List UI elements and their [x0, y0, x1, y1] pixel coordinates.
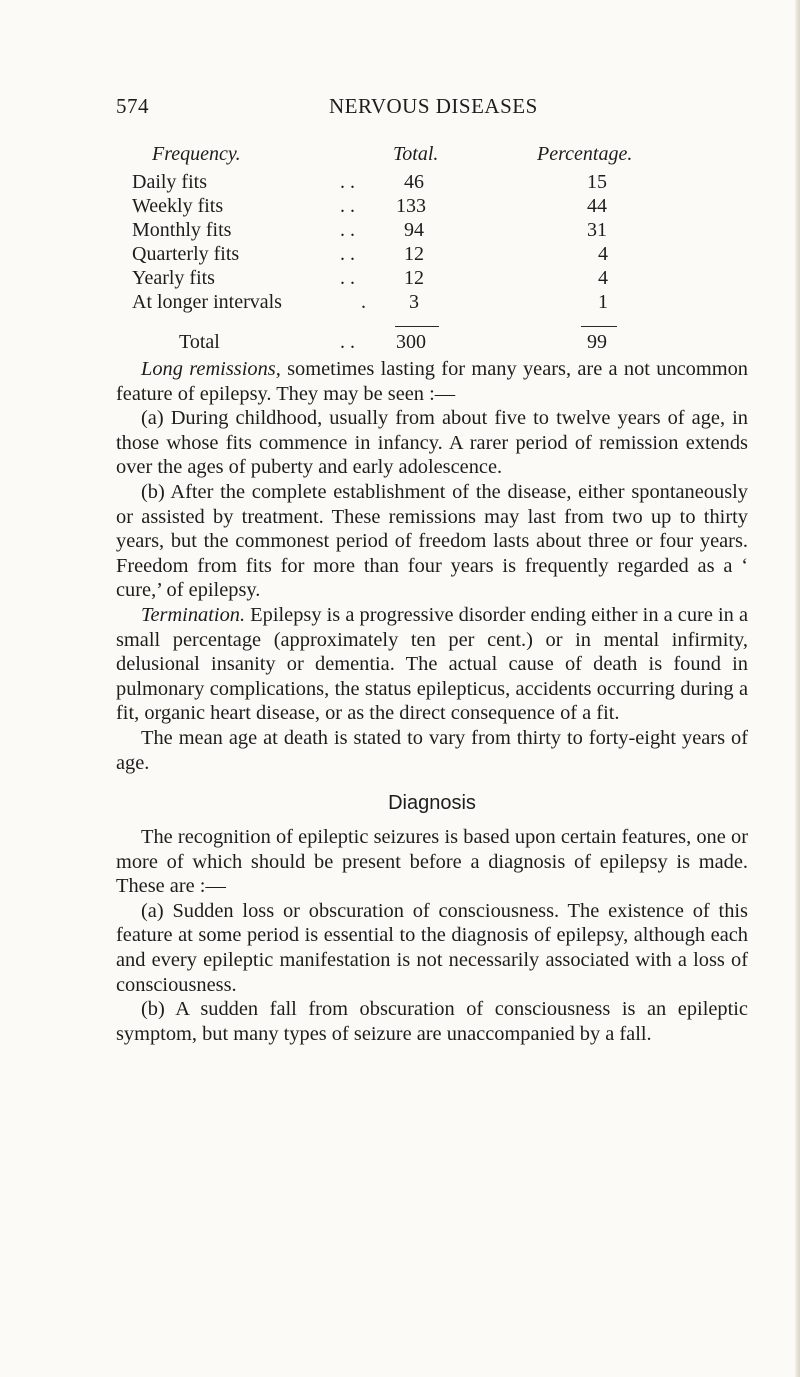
row-label: At longer intervals	[132, 291, 282, 313]
section-heading-diagnosis: Diagnosis	[388, 792, 476, 815]
row-percent: 1	[598, 291, 608, 313]
row-percent: 15	[587, 171, 607, 193]
row-total: 133	[396, 195, 426, 217]
row-label: Quarterly fits	[132, 243, 240, 265]
row-percent: 31	[587, 219, 607, 241]
page-edge	[795, 0, 800, 1377]
row-leader: . .	[340, 267, 355, 289]
row-percent: 4	[598, 243, 608, 265]
total-label: Total	[179, 331, 220, 353]
row-leader: . .	[340, 219, 355, 241]
paragraph-long-remissions	[116, 357, 748, 406]
header-total: Total.	[393, 143, 439, 165]
paragraph: (a) Sudden loss or obscuration of consciousness. The existence of this feature at some period is essential to the diagnosis of epilepsy, although each and every epileptic manifestation is not necessarily associated with a loss of consciousness.	[116, 899, 748, 996]
row-leader: . .	[340, 195, 355, 217]
row-leader: . .	[340, 243, 355, 265]
row-leader: . .	[340, 171, 355, 193]
paragraph-termination	[116, 603, 748, 726]
sum-rule-total	[395, 326, 439, 327]
paragraph-text: Epilepsy is a progressive disorder ending either in a cure in a small percentage (approximately ten per cent.) or in mental infirmity, delusional insanity or dementia. The actual cause of death is found in pulmonary complications, the status epilepticus, accidents occurring during a fit, organic heart disease, or as the direct consequence of a fit.	[116, 603, 748, 725]
row-total: 12	[404, 267, 424, 289]
total-leader: . .	[340, 331, 355, 353]
row-leader: .	[361, 291, 366, 313]
paragraph: (b) A sudden fall from obscuration of consciousness is an epileptic symptom, but many types of seizure are unaccompanied by a fall.	[116, 998, 748, 1045]
row-total: 94	[404, 219, 424, 241]
total-percent: 99	[587, 331, 607, 353]
row-total: 46	[404, 171, 424, 193]
sum-rule-percent	[581, 326, 617, 327]
row-total: 12	[404, 243, 424, 265]
paragraph: (a) During childhood, usually from about five to twelve years of age, in those whose fits commence in infancy. A rarer period of remission extends over the ages of puberty and early adolescence.	[116, 407, 748, 479]
run-in-heading: Termination.	[141, 603, 246, 626]
row-label: Monthly fits	[132, 219, 232, 241]
paragraph: (b) After the complete establishment of the disease, either spontaneously or assisted by treatment. These remissions may last from two up to thirty years, but the commonest period of freedom lasts about three or four years. Freedom from fits for more than four years is frequently regarded as a ‘ cure,’ of epilepsy.	[116, 480, 748, 602]
page-number: 574	[116, 94, 149, 118]
row-label: Weekly fits	[132, 195, 224, 217]
row-percent: 4	[598, 267, 608, 289]
header-frequency: Frequency.	[152, 143, 241, 165]
total-count: 300	[396, 331, 426, 353]
header-percentage: Percentage.	[537, 143, 633, 165]
row-percent: 44	[587, 195, 607, 217]
running-title: NERVOUS DISEASES	[329, 94, 538, 118]
paragraph-text: sometimes lasting for many years, are a not uncommon feature of epilepsy. They may be seen :—	[116, 358, 748, 405]
body-text	[116, 357, 748, 1046]
row-label: Yearly fits	[132, 267, 215, 289]
paragraph: The recognition of epileptic seizures is based upon certain features, one or more of which should be present before a diagnosis of epilepsy is made. These are :—	[116, 826, 748, 898]
run-in-heading: Long remissions,	[141, 358, 281, 380]
row-total: 3	[409, 291, 419, 313]
row-label: Daily fits	[132, 171, 207, 193]
paragraph: The mean age at death is stated to vary from thirty to forty-eight years of age.	[116, 726, 748, 774]
